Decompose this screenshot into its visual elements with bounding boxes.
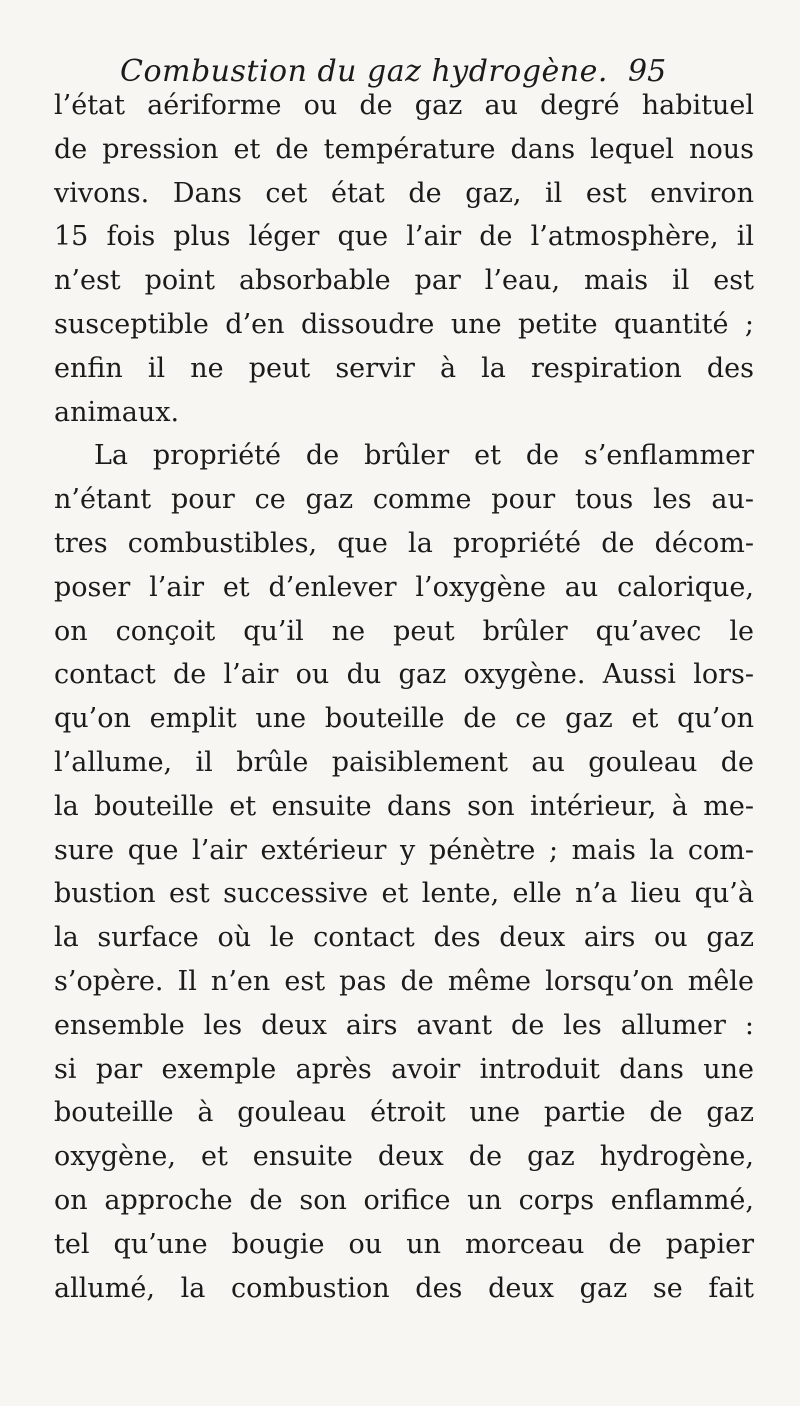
paragraph-1 <box>54 84 754 434</box>
text-line: sure que l’air extérieur y pénètre ; mais la com- <box>54 834 754 866</box>
body-text <box>54 84 754 1310</box>
text-line: bouteille à gouleau étroit une partie de gaz <box>54 1097 754 1129</box>
text-line: 15 fois plus léger que l’air de l’atmosphère, il <box>54 221 754 253</box>
text-line: tres combustibles, que la propriété de décom- <box>54 527 754 559</box>
text-line: qu’on emplit une bouteille de ce gaz et qu’on <box>54 703 754 735</box>
text-line: ensemble les deux airs avant de les allumer : <box>54 1009 754 1041</box>
text-line: allumé, la combustion des deux gaz se fait <box>54 1272 754 1304</box>
text-line: oxygène, et ensuite deux de gaz hydrogène, <box>54 1141 754 1173</box>
text-line: si par exemple après avoir introduit dans une <box>54 1053 754 1085</box>
text-line: n’est point absorbable par l’eau, mais il est <box>54 265 754 297</box>
text-line: de pression et de température dans lequel nous <box>54 133 754 165</box>
text-line: la bouteille et ensuite dans son intérieur, à me- <box>54 790 754 822</box>
text-line: on conçoit qu’il ne peut brûler qu’avec le <box>54 615 754 647</box>
paragraph-2 <box>54 434 754 1310</box>
text-line: bustion est successive et lente, elle n’a lieu qu’à <box>54 878 754 910</box>
text-line: l’allume, il brûle paisiblement au gouleau de <box>54 746 754 778</box>
running-title: Combustion du gaz hydrogène. <box>120 54 608 89</box>
text-line: La propriété de brûler et de s’enflammer <box>94 440 754 472</box>
text-line: animaux. <box>54 396 180 428</box>
text-line: l’état aériforme ou de gaz au degré habituel <box>54 90 754 121</box>
text-line: n’étant pour ce gaz comme pour tous les au- <box>54 484 754 516</box>
text-line: susceptible d’en dissoudre une petite quantité ; <box>54 308 754 340</box>
text-line: enfin il ne peut servir à la respiration des <box>54 352 754 384</box>
text-line: s’opère. Il n’en est pas de même lorsqu’on mêle <box>54 965 754 997</box>
text-line: poser l’air et d’enlever l’oxygène au calorique, <box>54 571 754 603</box>
text-line: vivons. Dans cet état de gaz, il est environ <box>54 177 754 209</box>
text-line: contact de l’air ou du gaz oxygène. Aussi lors- <box>54 659 754 691</box>
text-line: tel qu’une bougie ou un morceau de papier <box>54 1228 754 1260</box>
text-line: la surface où le contact des deux airs ou gaz <box>54 922 754 954</box>
page-number: 95 <box>628 54 667 89</box>
text-line: on approche de son orifice un corps enflammé, <box>54 1184 754 1216</box>
